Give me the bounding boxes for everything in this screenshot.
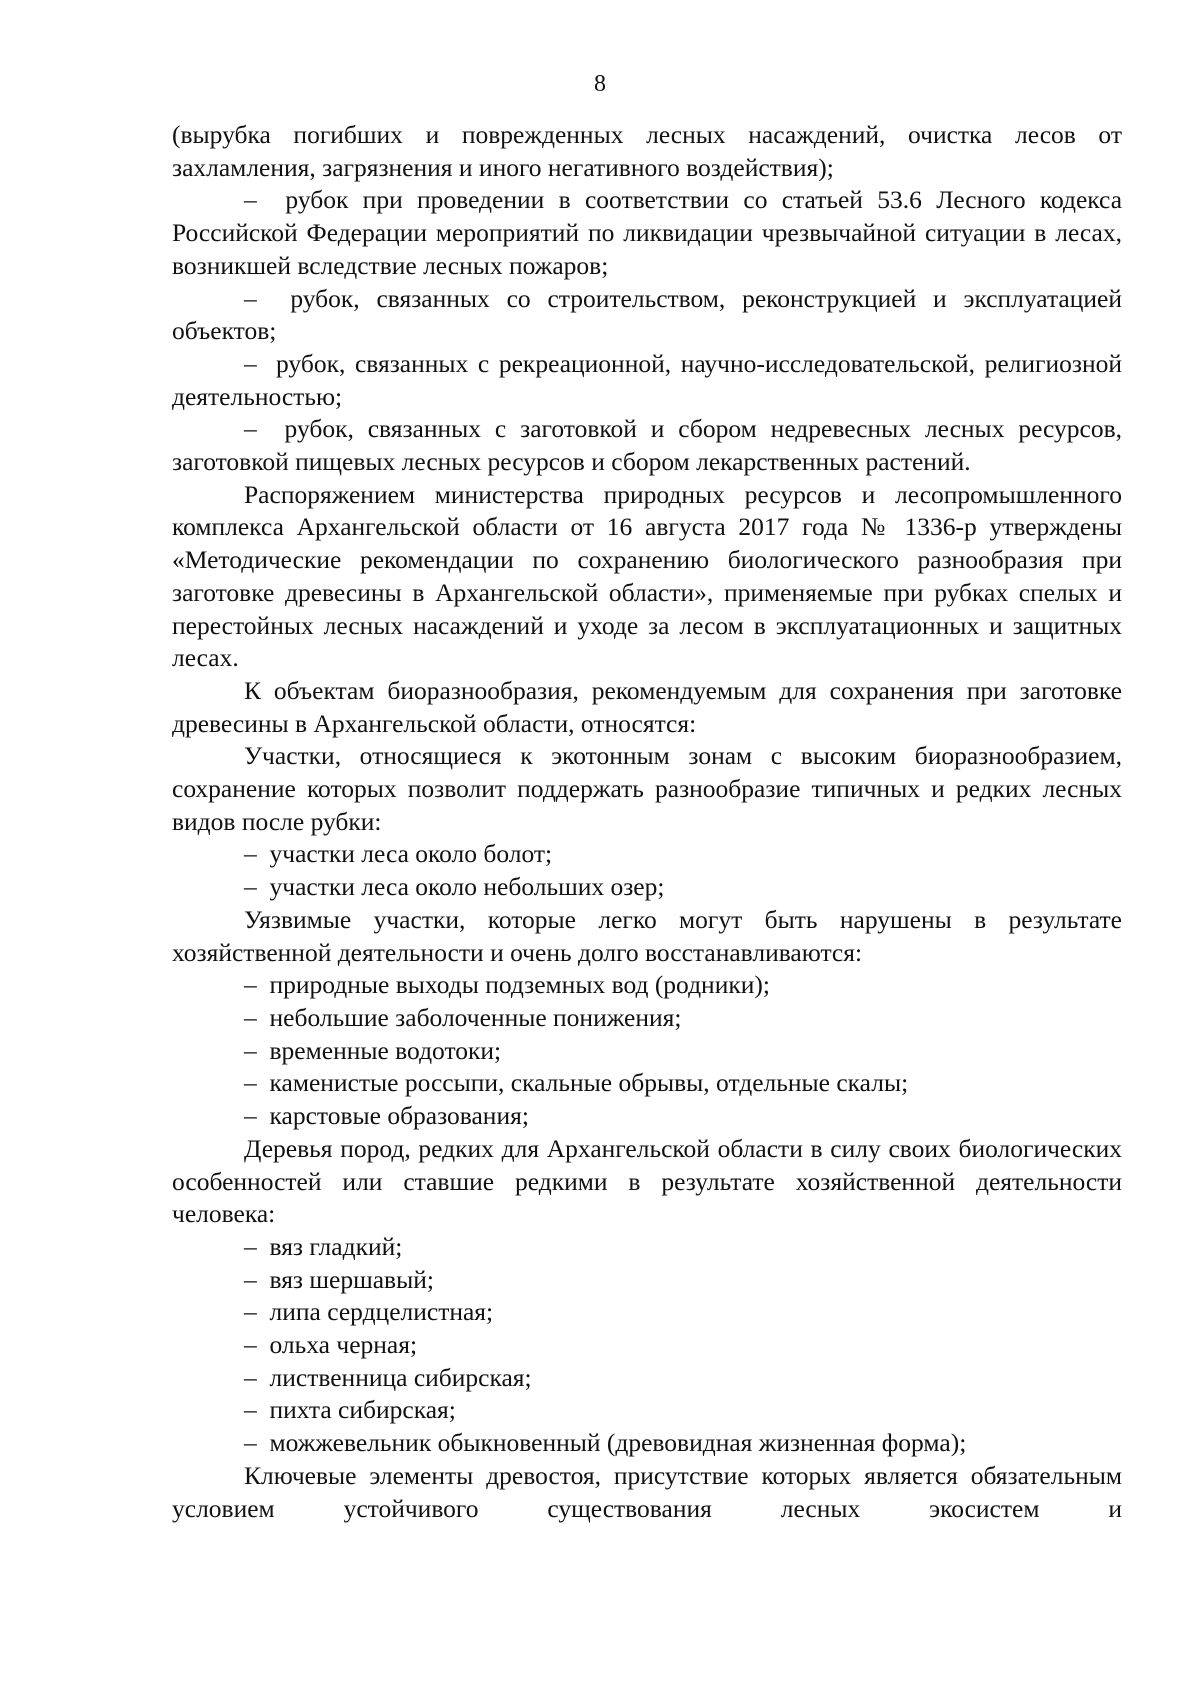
paragraph: (вырубка погибших и поврежденных лесных насаждений, очистка лесов от захламления, загрязнения и иного негативного воздействия); [172, 120, 1122, 182]
paragraph: Деревья пород, редких для Архангельской области в силу своих биологических особенностей или ставшие редкими в результате хозяйственной деятельности человека: [172, 1133, 1122, 1229]
page-number: 8 [594, 71, 606, 97]
list-item: – рубок, связанных с заготовкой и сбором недревесных лесных ресурсов, заготовкой пищевых лесных ресурсов и сбором лекарственных растений. [172, 413, 1122, 478]
list-item: – рубок, связанных с рекреационной, научно-исследовательской, религиозной деятельностью; [172, 348, 1122, 413]
list-item: – пихта сибирская; [172, 1394, 1122, 1427]
list-item: – участки леса около небольших озер; [172, 871, 1122, 904]
list-item: – рубок, связанных со строительством, реконструкцией и эксплуатацией объектов; [172, 283, 1122, 348]
paragraph: Участки, относящиеся к экотонным зонам с высоким биоразнообразием, сохранение которых позволит поддержать разнообразие типичных и редких лесных видов после рубки: [172, 741, 1122, 836]
list-item: – природные выходы подземных вод (родники); [172, 969, 1122, 1002]
list-item: – участки леса около болот; [172, 838, 1122, 871]
list-item: – вяз гладкий; [172, 1231, 1122, 1264]
list-item: – липа сердцелистная; [172, 1296, 1122, 1329]
list-item: – карстовые образования; [172, 1100, 1122, 1133]
list-item: – каменистые россыпи, скальные обрывы, отдельные скалы; [172, 1067, 1122, 1100]
paragraph: Уязвимые участки, которые легко могут быть нарушены в результате хозяйственной деятельности и очень долго восстанавливаются: [172, 904, 1122, 967]
list-item: – вяз шершавый; [172, 1264, 1122, 1297]
list-item: – временные водотоки; [172, 1035, 1122, 1068]
list-item: – лиственница сибирская; [172, 1362, 1122, 1395]
paragraph: К объектам биоразнообразия, рекомендуемым для сохранения при заготовке древесины в Архангельской области, относятся: [172, 675, 1122, 738]
list-item: – небольшие заболоченные понижения; [172, 1002, 1122, 1035]
body-text [172, 119, 1122, 1525]
paragraph: Распоряжением министерства природных ресурсов и лесопромышленного комплекса Архангельской области от 16 августа 2017 года № 1336-р утверждены «Методические рекомендации по сохранению биологического разнообразия при заготовке древесины в Архангельской области», применяемые при рубках спелых и перестойных лесных насаждений и уходе за лесом в эксплуатационных и защитных лесах. [172, 479, 1122, 673]
paragraph: Ключевые элементы древостоя, присутствие которых является обязательным условием устойчивого существования лесных экосистем и [172, 1460, 1122, 1523]
list-item: – рубок при проведении в соответствии со статьей 53.6 Лесного кодекса Российской Федерации мероприятий по ликвидации чрезвычайной ситуации в лесах, возникшей вследствие лесных пожаров; [172, 184, 1122, 282]
list-item: – ольха черная; [172, 1329, 1122, 1362]
list-item: – можжевельник обыкновенный (древовидная жизненная форма); [172, 1427, 1122, 1460]
